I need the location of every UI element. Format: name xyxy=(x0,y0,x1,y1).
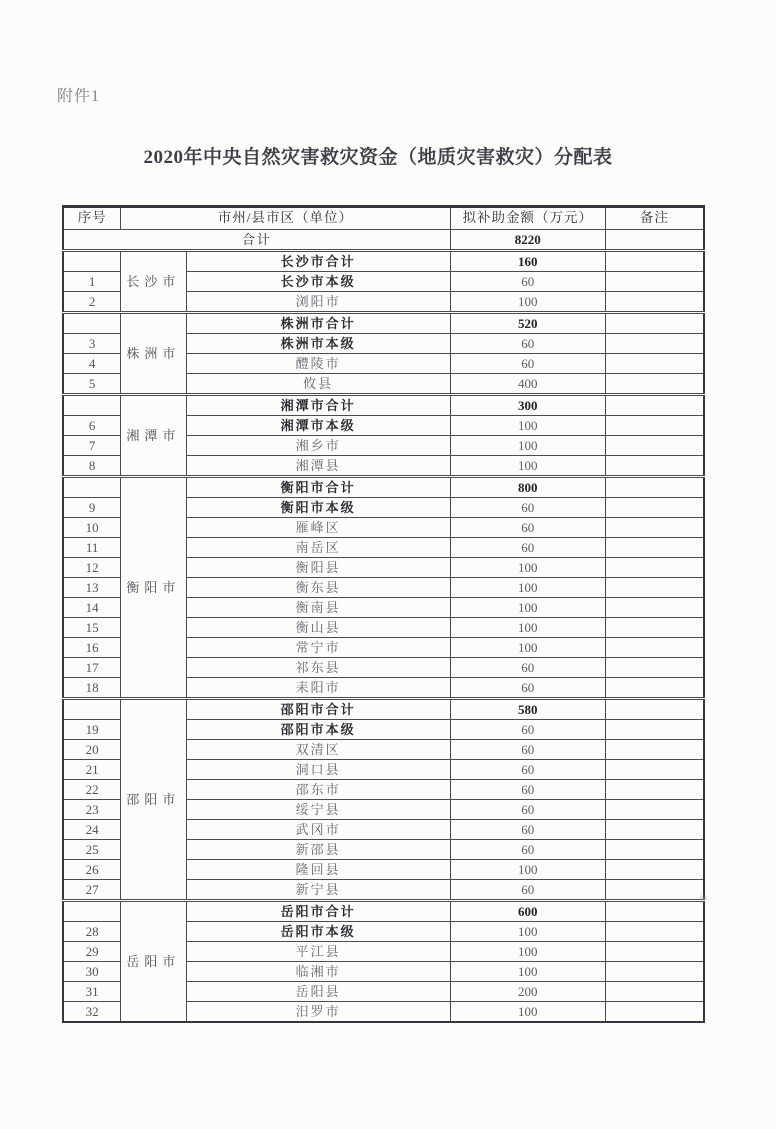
unit-name-cell: 长沙市合计 xyxy=(186,251,450,272)
city-cell: 湘潭市 xyxy=(121,395,186,477)
remark-cell xyxy=(605,477,704,498)
row-number-cell xyxy=(63,477,121,498)
header-row xyxy=(63,207,704,230)
amount-cell: 600 xyxy=(450,901,605,922)
remark-cell xyxy=(605,518,704,538)
remark-cell xyxy=(605,678,704,699)
row-number-cell xyxy=(63,699,121,720)
remark-cell xyxy=(605,880,704,901)
remark-cell xyxy=(605,1002,704,1023)
unit-name-cell: 祁东县 xyxy=(186,658,450,678)
amount-cell: 60 xyxy=(450,354,605,374)
amount-cell: 60 xyxy=(450,840,605,860)
unit-name-cell: 湘潭市合计 xyxy=(186,395,450,416)
attachment-label: 附件1 xyxy=(57,88,101,105)
remark-cell xyxy=(605,800,704,820)
unit-name-cell: 平江县 xyxy=(186,942,450,962)
table-row xyxy=(63,313,704,334)
remark-cell xyxy=(605,740,704,760)
unit-name-cell: 衡东县 xyxy=(186,578,450,598)
remark-cell xyxy=(605,820,704,840)
remark-cell xyxy=(605,456,704,477)
header-amount: 拟补助金额（万元） xyxy=(450,207,605,230)
amount-cell: 100 xyxy=(450,942,605,962)
remark-cell xyxy=(605,658,704,678)
remark-cell xyxy=(605,982,704,1002)
unit-name-cell: 岳阳市本级 xyxy=(186,922,450,942)
unit-name-cell: 邵阳市合计 xyxy=(186,699,450,720)
row-number-cell: 7 xyxy=(63,436,121,456)
remark-cell xyxy=(605,374,704,395)
amount-cell: 60 xyxy=(450,518,605,538)
table-body xyxy=(63,230,704,1023)
unit-name-cell: 邵东市 xyxy=(186,780,450,800)
unit-name-cell: 新邵县 xyxy=(186,840,450,860)
row-number-cell: 10 xyxy=(63,518,121,538)
row-number-cell: 15 xyxy=(63,618,121,638)
amount-cell: 60 xyxy=(450,800,605,820)
grand-total-label: 合计 xyxy=(63,230,450,251)
row-number-cell: 11 xyxy=(63,538,121,558)
row-number-cell: 18 xyxy=(63,678,121,699)
remark-cell xyxy=(605,760,704,780)
unit-name-cell: 衡南县 xyxy=(186,598,450,618)
unit-name-cell: 岳阳市合计 xyxy=(186,901,450,922)
row-number-cell xyxy=(63,901,121,922)
header-remark: 备注 xyxy=(605,207,704,230)
row-number-cell: 17 xyxy=(63,658,121,678)
grand-total-remark xyxy=(605,230,704,251)
row-number-cell: 12 xyxy=(63,558,121,578)
row-number-cell: 20 xyxy=(63,740,121,760)
city-cell: 邵阳市 xyxy=(121,699,186,901)
amount-cell: 60 xyxy=(450,334,605,354)
page-title: 2020年中央自然灾害救灾资金（地质灾害救灾）分配表 xyxy=(143,147,613,168)
row-number-cell: 24 xyxy=(63,820,121,840)
row-number-cell: 5 xyxy=(63,374,121,395)
row-number-cell: 29 xyxy=(63,942,121,962)
row-number-cell xyxy=(63,313,121,334)
row-number-cell: 21 xyxy=(63,760,121,780)
city-cell: 衡阳市 xyxy=(121,477,186,699)
remark-cell xyxy=(605,901,704,922)
unit-name-cell: 长沙市本级 xyxy=(186,272,450,292)
remark-cell xyxy=(605,354,704,374)
row-number-cell: 16 xyxy=(63,638,121,658)
table-row xyxy=(63,901,704,922)
row-number-cell xyxy=(63,395,121,416)
remark-cell xyxy=(605,578,704,598)
amount-cell: 100 xyxy=(450,638,605,658)
unit-name-cell: 新宁县 xyxy=(186,880,450,901)
unit-name-cell: 隆回县 xyxy=(186,860,450,880)
amount-cell: 100 xyxy=(450,578,605,598)
unit-name-cell: 岳阳县 xyxy=(186,982,450,1002)
unit-name-cell: 南岳区 xyxy=(186,538,450,558)
row-number-cell: 23 xyxy=(63,800,121,820)
table-header xyxy=(63,207,704,230)
remark-cell xyxy=(605,942,704,962)
unit-name-cell: 雁峰区 xyxy=(186,518,450,538)
row-number-cell: 1 xyxy=(63,272,121,292)
row-number-cell: 26 xyxy=(63,860,121,880)
amount-cell: 520 xyxy=(450,313,605,334)
amount-cell: 60 xyxy=(450,658,605,678)
unit-name-cell: 醴陵市 xyxy=(186,354,450,374)
remark-cell xyxy=(605,251,704,272)
table-row xyxy=(63,251,704,272)
row-number-cell: 31 xyxy=(63,982,121,1002)
row-number-cell: 13 xyxy=(63,578,121,598)
amount-cell: 400 xyxy=(450,374,605,395)
row-number-cell: 22 xyxy=(63,780,121,800)
row-number-cell: 14 xyxy=(63,598,121,618)
header-unit: 市州/县市区（单位） xyxy=(121,207,450,230)
unit-name-cell: 邵阳市本级 xyxy=(186,720,450,740)
amount-cell: 100 xyxy=(450,860,605,880)
unit-name-cell: 绥宁县 xyxy=(186,800,450,820)
unit-name-cell: 湘潭市本级 xyxy=(186,416,450,436)
unit-name-cell: 洞口县 xyxy=(186,760,450,780)
remark-cell xyxy=(605,272,704,292)
amount-cell: 100 xyxy=(450,618,605,638)
table-row xyxy=(63,395,704,416)
allocation-table-container xyxy=(62,205,705,1023)
table-row xyxy=(63,699,704,720)
amount-cell: 800 xyxy=(450,477,605,498)
unit-name-cell: 耒阳市 xyxy=(186,678,450,699)
amount-cell: 580 xyxy=(450,699,605,720)
amount-cell: 100 xyxy=(450,922,605,942)
amount-cell: 100 xyxy=(450,456,605,477)
unit-name-cell: 汨罗市 xyxy=(186,1002,450,1023)
unit-name-cell: 湘乡市 xyxy=(186,436,450,456)
amount-cell: 60 xyxy=(450,498,605,518)
amount-cell: 100 xyxy=(450,292,605,313)
unit-name-cell: 衡阳市合计 xyxy=(186,477,450,498)
amount-cell: 100 xyxy=(450,558,605,578)
grand-total-row xyxy=(63,230,704,251)
unit-name-cell: 临湘市 xyxy=(186,962,450,982)
allocation-table xyxy=(62,205,705,1023)
amount-cell: 60 xyxy=(450,272,605,292)
city-cell: 长沙市 xyxy=(121,251,186,313)
remark-cell xyxy=(605,334,704,354)
row-number-cell: 28 xyxy=(63,922,121,942)
row-number-cell: 30 xyxy=(63,962,121,982)
amount-cell: 60 xyxy=(450,720,605,740)
remark-cell xyxy=(605,292,704,313)
remark-cell xyxy=(605,498,704,518)
amount-cell: 60 xyxy=(450,760,605,780)
row-number-cell: 32 xyxy=(63,1002,121,1023)
grand-total-amount: 8220 xyxy=(450,230,605,251)
remark-cell xyxy=(605,860,704,880)
row-number-cell: 19 xyxy=(63,720,121,740)
remark-cell xyxy=(605,598,704,618)
amount-cell: 100 xyxy=(450,436,605,456)
amount-cell: 160 xyxy=(450,251,605,272)
remark-cell xyxy=(605,618,704,638)
unit-name-cell: 武冈市 xyxy=(186,820,450,840)
remark-cell xyxy=(605,699,704,720)
amount-cell: 60 xyxy=(450,740,605,760)
remark-cell xyxy=(605,538,704,558)
unit-name-cell: 株洲市本级 xyxy=(186,334,450,354)
unit-name-cell: 株洲市合计 xyxy=(186,313,450,334)
unit-name-cell: 常宁市 xyxy=(186,638,450,658)
unit-name-cell: 双清区 xyxy=(186,740,450,760)
remark-cell xyxy=(605,840,704,860)
scan-artifact-dot xyxy=(700,895,707,901)
remark-cell xyxy=(605,720,704,740)
amount-cell: 60 xyxy=(450,678,605,699)
amount-cell: 300 xyxy=(450,395,605,416)
remark-cell xyxy=(605,313,704,334)
remark-cell xyxy=(605,416,704,436)
remark-cell xyxy=(605,395,704,416)
row-number-cell: 9 xyxy=(63,498,121,518)
unit-name-cell: 衡阳市本级 xyxy=(186,498,450,518)
city-cell: 株洲市 xyxy=(121,313,186,395)
row-number-cell: 8 xyxy=(63,456,121,477)
unit-name-cell: 衡山县 xyxy=(186,618,450,638)
amount-cell: 100 xyxy=(450,962,605,982)
remark-cell xyxy=(605,436,704,456)
row-number-cell: 4 xyxy=(63,354,121,374)
row-number-cell xyxy=(63,251,121,272)
amount-cell: 100 xyxy=(450,416,605,436)
city-cell: 岳阳市 xyxy=(121,901,186,1023)
amount-cell: 60 xyxy=(450,780,605,800)
row-number-cell: 2 xyxy=(63,292,121,313)
amount-cell: 100 xyxy=(450,598,605,618)
unit-name-cell: 湘潭县 xyxy=(186,456,450,477)
row-number-cell: 25 xyxy=(63,840,121,860)
header-index: 序号 xyxy=(63,207,121,230)
remark-cell xyxy=(605,638,704,658)
amount-cell: 60 xyxy=(450,880,605,901)
amount-cell: 60 xyxy=(450,538,605,558)
amount-cell: 60 xyxy=(450,820,605,840)
unit-name-cell: 浏阳市 xyxy=(186,292,450,313)
remark-cell xyxy=(605,558,704,578)
amount-cell: 200 xyxy=(450,982,605,1002)
unit-name-cell: 衡阳县 xyxy=(186,558,450,578)
amount-cell: 100 xyxy=(450,1002,605,1023)
row-number-cell: 3 xyxy=(63,334,121,354)
remark-cell xyxy=(605,962,704,982)
remark-cell xyxy=(605,922,704,942)
table-row xyxy=(63,477,704,498)
row-number-cell: 27 xyxy=(63,880,121,901)
remark-cell xyxy=(605,780,704,800)
unit-name-cell: 攸县 xyxy=(186,374,450,395)
row-number-cell: 6 xyxy=(63,416,121,436)
